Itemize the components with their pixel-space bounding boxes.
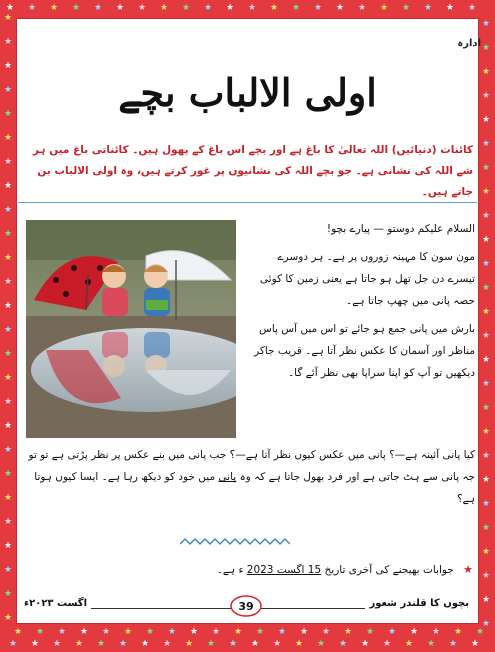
frame-star-icon: ★ bbox=[168, 627, 177, 637]
frame-star-icon: ★ bbox=[322, 627, 331, 637]
reflection-paragraph: بارش میں پانی جمع ہو جائے تو اس میں آس پاس مناظر اور آسمان کا عکس نظر آتا ہے۔ قریب جاکر دیکھیں تو آپ کو اپنا سراپا بھی نظر آئے گا۔ bbox=[254, 323, 475, 379]
section-divider bbox=[18, 202, 477, 203]
deadline-note bbox=[217, 563, 473, 576]
frame-star-icon: ★ bbox=[102, 627, 111, 637]
frame-star-icon: ★ bbox=[58, 627, 67, 637]
frame-star-icon: ★ bbox=[4, 181, 13, 191]
frame-star-icon: ★ bbox=[4, 157, 13, 167]
frame-star-icon: ★ bbox=[4, 229, 13, 239]
frame-star-icon: ★ bbox=[14, 627, 23, 637]
frame-star-icon: ★ bbox=[482, 595, 491, 605]
frame-star-icon: ★ bbox=[482, 523, 491, 533]
frame-star-icon: ★ bbox=[482, 451, 491, 461]
frame-star-icon: ★ bbox=[317, 639, 326, 649]
star-icon: ★ bbox=[463, 563, 473, 576]
frame-star-icon: ★ bbox=[482, 259, 491, 269]
frame-star-icon: ★ bbox=[212, 627, 221, 637]
photo-illustration bbox=[26, 220, 236, 438]
frame-star-icon: ★ bbox=[482, 163, 491, 173]
frame-star-icon: ★ bbox=[4, 589, 13, 599]
frame-star-icon: ★ bbox=[4, 565, 13, 575]
frame-star-icon: ★ bbox=[182, 3, 191, 13]
frame-star-icon: ★ bbox=[446, 3, 455, 13]
frame-star-icon: ★ bbox=[482, 619, 491, 629]
frame-star-icon: ★ bbox=[80, 627, 89, 637]
frame-star-icon: ★ bbox=[482, 547, 491, 557]
deadline-date: 15 اگست 2023 bbox=[246, 564, 322, 576]
frame-star-icon: ★ bbox=[4, 421, 13, 431]
frame-star-icon: ★ bbox=[366, 627, 375, 637]
frame-star-icon: ★ bbox=[75, 639, 84, 649]
frame-star-icon: ★ bbox=[476, 627, 485, 637]
frame-star-icon: ★ bbox=[185, 639, 194, 649]
frame-star-icon: ★ bbox=[482, 91, 491, 101]
frame-star-icon: ★ bbox=[482, 235, 491, 245]
frame-star-icon: ★ bbox=[482, 379, 491, 389]
frame-star-icon: ★ bbox=[344, 627, 353, 637]
page-footer bbox=[16, 592, 477, 622]
frame-star-icon: ★ bbox=[482, 403, 491, 413]
frame-star-icon: ★ bbox=[410, 627, 419, 637]
frame-star-icon: ★ bbox=[482, 283, 491, 293]
frame-star-icon: ★ bbox=[36, 627, 45, 637]
frame-star-icon: ★ bbox=[482, 307, 491, 317]
frame-star-icon: ★ bbox=[482, 571, 491, 581]
children-umbrellas-photo bbox=[26, 220, 236, 438]
frame-star-icon: ★ bbox=[138, 3, 147, 13]
frame-star-icon: ★ bbox=[234, 627, 243, 637]
frame-star-icon: ★ bbox=[4, 277, 13, 287]
frame-star-icon: ★ bbox=[4, 493, 13, 503]
frame-star-icon: ★ bbox=[278, 627, 287, 637]
frame-star-icon: ★ bbox=[388, 627, 397, 637]
frame-star-icon: ★ bbox=[273, 639, 282, 649]
frame-star-icon: ★ bbox=[4, 301, 13, 311]
frame-star-icon: ★ bbox=[361, 639, 370, 649]
frame-star-icon: ★ bbox=[50, 3, 59, 13]
frame-star-icon: ★ bbox=[229, 639, 238, 649]
frame-star-icon: ★ bbox=[295, 639, 304, 649]
frame-star-icon: ★ bbox=[482, 19, 491, 29]
opening-paragraphs bbox=[248, 218, 475, 390]
frame-star-icon: ★ bbox=[471, 639, 480, 649]
issue-date: اگست ۲۰۲۳ء bbox=[20, 598, 91, 609]
monsoon-paragraph: مون سون کا مہینہ زوروں پر ہے۔ ہر دوسرے تیسرے دن جل تھل ہو جاتا ہے یعنی زمین کا کوئی حصہ پانی میں چھپ جاتا ہے۔ bbox=[259, 251, 475, 307]
deadline-suffix: ء ہے۔ bbox=[216, 564, 244, 576]
frame-star-icon: ★ bbox=[482, 427, 491, 437]
frame-star-icon: ★ bbox=[449, 639, 458, 649]
deadline-prefix: جوابات بھیجنے کی آخری تاریخ bbox=[324, 564, 454, 576]
frame-star-icon: ★ bbox=[4, 109, 13, 119]
frame-star-icon: ★ bbox=[6, 3, 15, 13]
frame-star-icon: ★ bbox=[4, 133, 13, 143]
frame-star-icon: ★ bbox=[4, 469, 13, 479]
zigzag-divider bbox=[180, 537, 290, 547]
frame-star-icon: ★ bbox=[4, 373, 13, 383]
frame-star-icon: ★ bbox=[482, 211, 491, 221]
underlined-word: پانی bbox=[218, 471, 237, 483]
frame-star-icon: ★ bbox=[4, 349, 13, 359]
frame-star-icon: ★ bbox=[72, 3, 81, 13]
frame-star-icon: ★ bbox=[163, 639, 172, 649]
author-label: ادارہ bbox=[457, 38, 481, 49]
frame-star-icon: ★ bbox=[4, 613, 13, 623]
frame-star-icon: ★ bbox=[427, 639, 436, 649]
frame-star-icon: ★ bbox=[4, 517, 13, 527]
frame-star-icon: ★ bbox=[4, 397, 13, 407]
frame-star-icon: ★ bbox=[383, 639, 392, 649]
frame-star-icon: ★ bbox=[4, 61, 13, 71]
frame-star-icon: ★ bbox=[482, 43, 491, 53]
frame-star-icon: ★ bbox=[4, 253, 13, 263]
frame-star-icon: ★ bbox=[4, 541, 13, 551]
frame-star-icon: ★ bbox=[251, 639, 260, 649]
frame-star-icon: ★ bbox=[482, 355, 491, 365]
frame-star-icon: ★ bbox=[4, 325, 13, 335]
frame-star-icon: ★ bbox=[4, 85, 13, 95]
frame-star-icon: ★ bbox=[314, 3, 323, 13]
frame-star-icon: ★ bbox=[207, 639, 216, 649]
frame-star-icon: ★ bbox=[53, 639, 62, 649]
frame-star-icon: ★ bbox=[482, 475, 491, 485]
frame-star-icon: ★ bbox=[482, 115, 491, 125]
frame-star-icon: ★ bbox=[160, 3, 169, 13]
frame-star-icon: ★ bbox=[4, 37, 13, 47]
frame-star-icon: ★ bbox=[4, 205, 13, 215]
frame-star-icon: ★ bbox=[94, 3, 103, 13]
greeting-line: السلام علیکم دوستو — پیارے بچو! bbox=[326, 223, 475, 235]
question-paragraph bbox=[22, 444, 475, 510]
frame-star-icon: ★ bbox=[292, 3, 301, 13]
frame-star-icon: ★ bbox=[454, 627, 463, 637]
frame-star-icon: ★ bbox=[248, 3, 257, 13]
frame-star-icon: ★ bbox=[424, 3, 433, 13]
frame-star-icon: ★ bbox=[116, 3, 125, 13]
frame-star-icon: ★ bbox=[482, 331, 491, 341]
frame-star-icon: ★ bbox=[339, 639, 348, 649]
frame-star-icon: ★ bbox=[124, 627, 133, 637]
frame-star-icon: ★ bbox=[482, 187, 491, 197]
intro-paragraph: کائنات (دنیائیں) اللہ تعالیٰ کا باغ ہے اور بچے اس باغ کے پھول ہیں۔ کائناتی باغ میں ہر شے اللہ کی نشانی ہے۔ جو بچے اللہ کی نشانیوں پر غور کرتے ہیں، وہ اولی الالباب بن جاتے ہیں۔ bbox=[32, 144, 473, 198]
frame-star-icon: ★ bbox=[31, 639, 40, 649]
frame-star-icon: ★ bbox=[432, 627, 441, 637]
frame-star-icon: ★ bbox=[9, 639, 18, 649]
question-text-part1: کیا پانی آئینہ ہے—؟ پانی میں عکس کیوں نظر آتا ہے—؟ جب پانی میں بنے عکس پر نظر پڑتی ہے تو تو جہ پانی سے ہٹ جاتی ہے اور فرد بھول جاتا ہے کہ وہ bbox=[28, 449, 475, 483]
frame-star-icon: ★ bbox=[336, 3, 345, 13]
frame-star-icon: ★ bbox=[482, 139, 491, 149]
frame-star-icon: ★ bbox=[270, 3, 279, 13]
frame-star-icon: ★ bbox=[482, 67, 491, 77]
magazine-name: بچوں کا قلندر شعور bbox=[365, 598, 473, 609]
frame-star-icon: ★ bbox=[468, 3, 477, 13]
frame-star-icon: ★ bbox=[97, 639, 106, 649]
frame-star-icon: ★ bbox=[4, 13, 13, 23]
frame-star-icon: ★ bbox=[256, 627, 265, 637]
frame-star-icon: ★ bbox=[405, 639, 414, 649]
question-text-part2: میں خود کو دیکھ رہا ہے۔ ایسا کیوں ہوتا ہے؟ bbox=[34, 471, 475, 505]
page-number: 39 bbox=[238, 599, 254, 613]
frame-star-icon: ★ bbox=[28, 3, 37, 13]
frame-star-icon: ★ bbox=[4, 445, 13, 455]
frame-star-icon: ★ bbox=[146, 627, 155, 637]
frame-star-icon: ★ bbox=[300, 627, 309, 637]
frame-star-icon: ★ bbox=[190, 627, 199, 637]
frame-star-icon: ★ bbox=[226, 3, 235, 13]
frame-star-icon: ★ bbox=[402, 3, 411, 13]
article-title: اولی الالباب بچے bbox=[118, 70, 377, 115]
frame-star-icon: ★ bbox=[380, 3, 389, 13]
frame-star-icon: ★ bbox=[358, 3, 367, 13]
frame-star-icon: ★ bbox=[204, 3, 213, 13]
frame-star-icon: ★ bbox=[482, 499, 491, 509]
frame-star-icon: ★ bbox=[119, 639, 128, 649]
page-number-badge bbox=[230, 594, 262, 618]
frame-star-icon: ★ bbox=[141, 639, 150, 649]
